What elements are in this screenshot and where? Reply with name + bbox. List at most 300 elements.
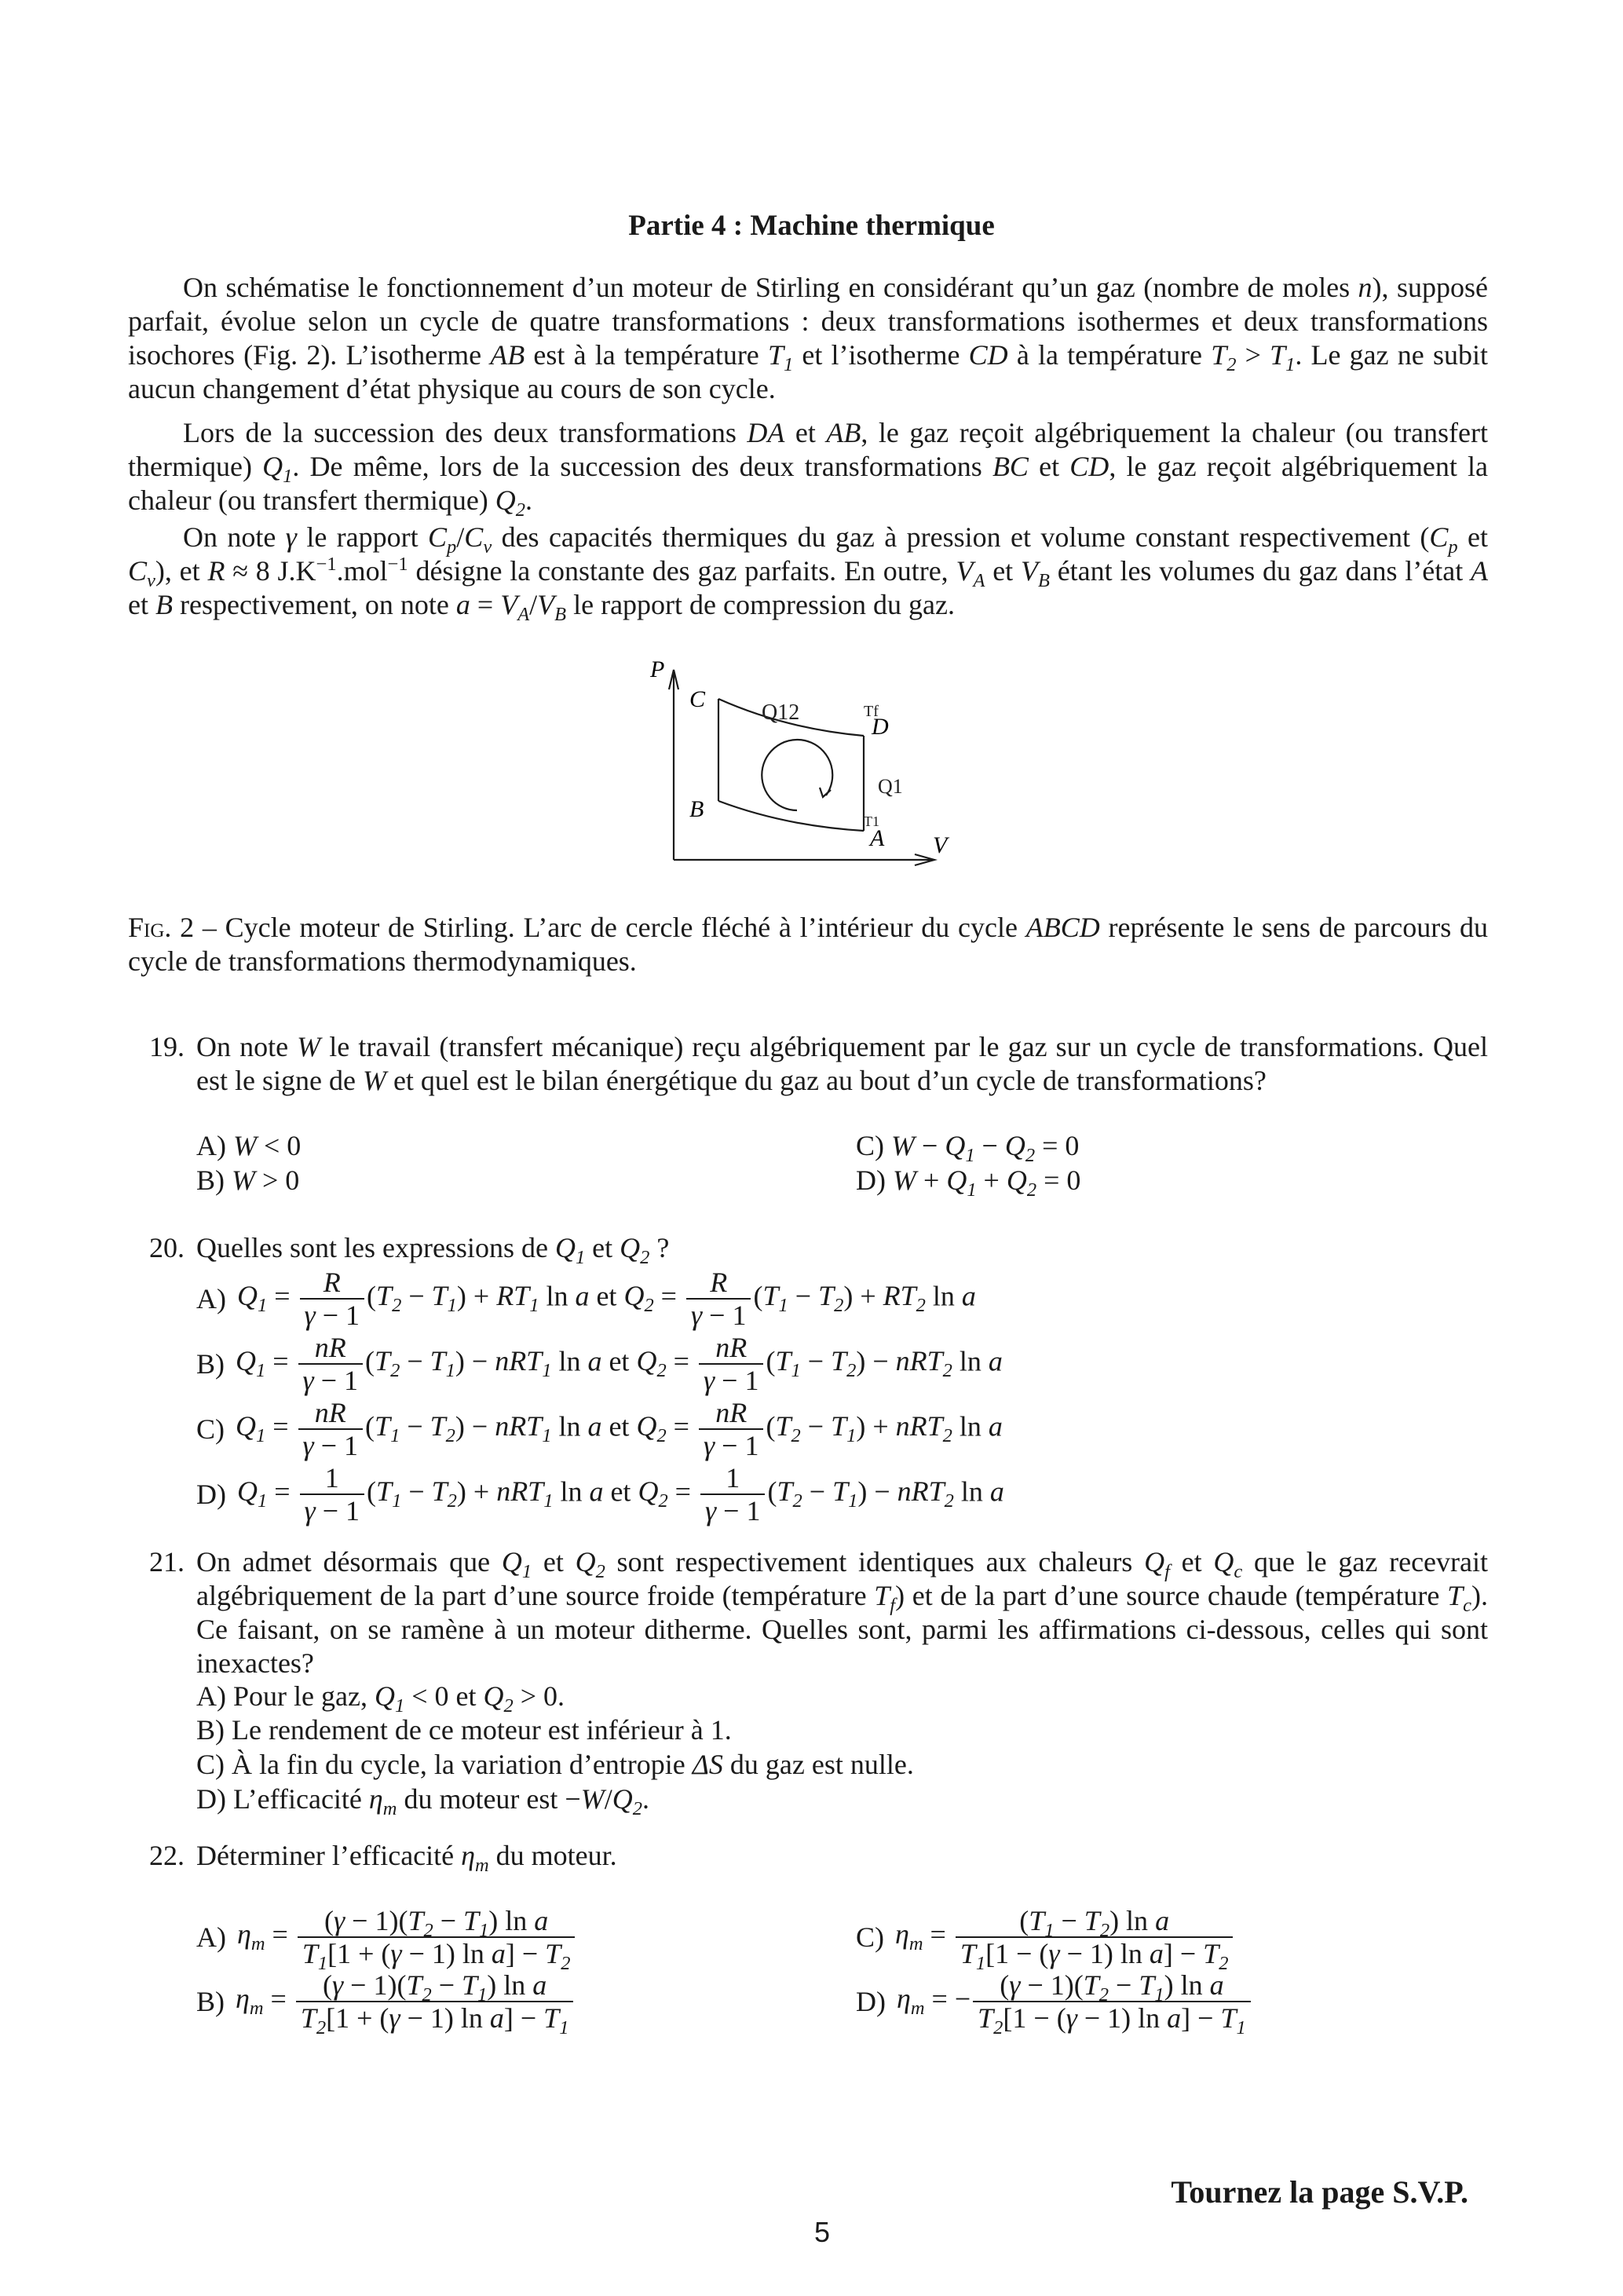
subscript: v <box>483 536 492 558</box>
option-expression <box>893 1164 1081 1201</box>
fraction-denominator <box>298 1365 364 1396</box>
symbol: γ <box>703 1365 715 1396</box>
symbol: T <box>978 2002 994 2034</box>
text-run: ln <box>539 1280 576 1312</box>
symbol: nR <box>715 1397 748 1428</box>
intro-paragraph-3 <box>128 521 1489 626</box>
subscript: 2 <box>390 1360 400 1382</box>
math-symbol <box>534 1905 548 1936</box>
math-symbol <box>324 1267 341 1298</box>
math-symbol <box>956 555 985 592</box>
subscript: 1 <box>791 1360 801 1382</box>
text-run: et <box>585 1232 620 1263</box>
symbol: a <box>988 1345 1003 1377</box>
subscript: m <box>249 1998 264 2020</box>
math-symbol <box>747 417 784 448</box>
symbol: T <box>431 1475 448 1508</box>
symbol: T <box>375 1345 391 1377</box>
text-run: et <box>589 1280 624 1312</box>
q21-option-a[interactable] <box>196 1680 565 1717</box>
text-run: − 1 <box>715 1365 759 1396</box>
math-symbol <box>1210 1969 1224 2001</box>
text-run: / <box>529 589 538 620</box>
text-run: − <box>800 1345 832 1377</box>
subscript: 2 <box>1026 1179 1037 1201</box>
text-run: et <box>1028 451 1070 482</box>
text-run: − 1 <box>715 1430 759 1461</box>
text-run: = <box>263 1983 294 2015</box>
fraction-denominator <box>296 2002 574 2039</box>
q21-option-b[interactable] <box>196 1713 732 1747</box>
math-symbol <box>500 589 530 626</box>
subscript: 1 <box>1236 2017 1246 2039</box>
math-symbol <box>874 1580 896 1617</box>
math-symbol <box>286 521 297 553</box>
text-run: et <box>532 1546 576 1578</box>
symbol: AB <box>826 417 861 448</box>
cycle-direction-arrow <box>762 740 832 810</box>
math-symbol <box>1213 1546 1243 1583</box>
math-symbol <box>1203 1938 1229 1975</box>
symbol: γ <box>703 1430 715 1461</box>
text-run: = <box>265 1345 296 1377</box>
text-run: À la fin du cycle, la variation d’entropie <box>225 1749 693 1780</box>
text-run: = <box>267 1280 298 1312</box>
option-label: C) <box>856 1921 884 1953</box>
symbol: η <box>461 1840 475 1871</box>
symbol: γ <box>389 2002 400 2034</box>
subscript: m <box>910 1998 925 2020</box>
math-symbol <box>368 1783 397 1820</box>
symbol: T <box>831 1345 847 1377</box>
math-symbol <box>1471 555 1488 587</box>
option-label: D) <box>196 1783 226 1815</box>
math-symbol <box>406 1969 432 2006</box>
fraction-numerator <box>300 1462 365 1495</box>
symbol: a <box>534 1905 549 1936</box>
math-symbol <box>501 1546 532 1583</box>
symbol: T <box>406 1969 422 2001</box>
text-run: ( <box>367 1280 377 1312</box>
text-run: ( <box>766 1345 776 1377</box>
symbol: T <box>960 1938 976 1969</box>
math-symbol <box>831 1345 857 1382</box>
point-b-label: B <box>689 796 704 822</box>
text-run: > <box>1236 339 1270 371</box>
symbol: W <box>580 1783 605 1815</box>
text-run: ( <box>1019 1905 1029 1936</box>
symbol: nRT <box>495 1410 543 1442</box>
text-run: = <box>923 1918 953 1951</box>
symbol: a <box>1209 1969 1224 2001</box>
symbol: η <box>368 1783 383 1815</box>
symbol: W <box>362 1065 386 1096</box>
subscript: m <box>250 1933 265 1955</box>
text-run: ] − <box>1181 2002 1221 2034</box>
option-expression <box>237 1267 976 1331</box>
math-symbol <box>388 555 408 587</box>
subscript: 1 <box>256 1425 266 1447</box>
text-run: On schématise le fonctionnement d’un moteur de Stirling en considérant qu’un gaz (nombre de moles <box>183 272 1358 303</box>
symbol: T <box>818 1280 835 1312</box>
fraction-denominator <box>686 1300 751 1331</box>
q22-option-a[interactable] <box>196 1903 577 1975</box>
fraction-numerator <box>686 1267 751 1300</box>
subscript: 1 <box>256 1360 266 1382</box>
text-run: = <box>265 1918 295 1951</box>
symbol: T <box>1203 1938 1219 1969</box>
subscript: 1 <box>258 1490 268 1512</box>
subscript: 2 <box>834 1295 844 1317</box>
text-run: ) et de la part d’une source chaude (température <box>895 1580 1448 1611</box>
math-symbol <box>390 1938 401 1969</box>
option-expression <box>233 1130 301 1161</box>
option-label: D) <box>856 1986 886 2017</box>
text-run: ( <box>367 1475 377 1508</box>
text-run: − 1 <box>702 1300 747 1331</box>
symbol: W <box>891 1130 915 1161</box>
subscript: 2 <box>1219 1953 1229 1975</box>
math-symbol <box>408 1905 433 1942</box>
subscript: 1 <box>967 1179 977 1201</box>
fraction-denominator <box>699 1365 764 1396</box>
q20-option-a[interactable] <box>196 1265 976 1333</box>
math-symbol <box>897 1983 925 2020</box>
symbol: Q <box>636 1410 657 1442</box>
fraction-numerator <box>956 1905 1234 1942</box>
math-symbol <box>483 1680 514 1717</box>
text-run: On admet désormais que <box>196 1546 502 1578</box>
point-a-label: A <box>870 825 885 851</box>
math-symbol <box>581 1783 605 1815</box>
fraction-numerator <box>298 1905 576 1942</box>
symbol: Q <box>612 1783 633 1815</box>
symbol: T <box>431 1280 448 1312</box>
text-run: < 0 <box>257 1130 302 1161</box>
option-label: C) <box>856 1130 884 1161</box>
math-symbol <box>1020 555 1050 592</box>
math-symbol <box>464 521 492 558</box>
symbol: Q <box>620 1232 641 1263</box>
q20-option-d[interactable] <box>196 1461 1004 1528</box>
math-symbol <box>1084 1905 1110 1942</box>
symbol: Q <box>1006 1164 1027 1196</box>
symbol: Q <box>945 1130 966 1161</box>
subscript: B <box>1037 570 1050 592</box>
text-run: et <box>601 1410 637 1442</box>
option-label: C) <box>196 1413 225 1445</box>
symbol: T <box>777 1475 793 1508</box>
q19-option-b[interactable] <box>196 1164 299 1197</box>
math-symbol <box>236 1983 264 2020</box>
math-symbol <box>883 1280 926 1317</box>
text-run: Déterminer l’efficacité <box>196 1840 462 1871</box>
v-axis <box>674 854 934 865</box>
math-symbol <box>990 1475 1004 1507</box>
text-run: = <box>666 1345 696 1377</box>
math-symbol <box>302 1938 328 1975</box>
symbol: a <box>1149 1938 1164 1969</box>
q22-option-c[interactable] <box>856 1903 1235 1975</box>
subscript: 1 <box>542 1425 552 1447</box>
option-expression <box>891 1130 1080 1167</box>
fraction <box>296 1969 574 2039</box>
symbol: B <box>155 589 173 620</box>
math-symbol <box>297 1031 320 1062</box>
symbol: γ <box>302 1365 314 1396</box>
subscript: 1 <box>392 1490 402 1512</box>
subscript: m <box>382 1798 397 1820</box>
math-symbol <box>495 1410 552 1447</box>
fraction-numerator <box>699 1332 764 1365</box>
symbol: C <box>464 521 484 553</box>
q22-option-b[interactable] <box>196 1968 576 2039</box>
option-expression <box>225 1749 914 1780</box>
subscript: 1 <box>521 1561 532 1583</box>
symbol: a <box>587 1345 602 1377</box>
text-run: − 1) ln <box>1059 1938 1150 1969</box>
q19-option-c[interactable] <box>856 1129 1080 1167</box>
text-run: est à la température <box>525 339 768 371</box>
option-expression <box>226 1680 565 1717</box>
subscript: 1 <box>559 2017 569 2039</box>
q21-option-d[interactable] <box>196 1782 649 1820</box>
subscript: 1 <box>778 1295 788 1317</box>
subscript: 2 <box>944 1490 954 1512</box>
intro-paragraph-2 <box>128 416 1488 521</box>
text-run: ( <box>324 1905 334 1936</box>
option-label: A) <box>196 1283 226 1314</box>
subscript: 1 <box>846 1425 857 1447</box>
text-run: à la température <box>1007 339 1212 371</box>
math-symbol <box>430 1345 455 1382</box>
symbol: γ <box>1066 2002 1077 2034</box>
subscript: 2 <box>447 1490 457 1512</box>
math-symbol <box>1009 1969 1020 2001</box>
symbol: Q <box>262 451 283 482</box>
text-run: On note <box>183 521 286 553</box>
symbol: nR <box>314 1397 346 1428</box>
isotherm-ba <box>718 801 864 831</box>
fraction-numerator <box>300 1267 365 1300</box>
text-run: − 1 <box>313 1365 359 1396</box>
math-symbol <box>775 1410 801 1447</box>
subscript: 2 <box>423 1920 433 1942</box>
text-run: − <box>974 1130 1005 1161</box>
symbol: η <box>897 1983 911 2015</box>
text-run: [1 + ( <box>326 2002 389 2034</box>
math-symbol <box>376 1280 402 1317</box>
math-symbol <box>1167 2002 1181 2034</box>
subscript: 1 <box>965 1145 975 1167</box>
symbol: T <box>302 1938 318 1969</box>
option-label: A) <box>196 1921 226 1953</box>
symbol: T <box>300 2002 316 2034</box>
text-run: ] − <box>505 1938 546 1969</box>
text-run: désigne la constante des gaz parfaits. En outre, <box>408 555 956 587</box>
math-symbol <box>236 1345 266 1382</box>
math-symbol <box>831 1410 857 1447</box>
text-run: − 1)( <box>1020 1969 1084 2001</box>
symbol: nR <box>314 1332 346 1363</box>
math-symbol <box>431 1475 457 1512</box>
math-symbol <box>303 1430 314 1461</box>
text-run: > 0 <box>255 1164 300 1196</box>
symbol: Q <box>1144 1546 1165 1578</box>
text-run: − <box>433 1905 464 1936</box>
text-run: ln <box>952 1410 989 1442</box>
text-run: le travail (transfert mécanique) reçu algébriquement par le gaz sur un cycle de transformations. Quel est le signe de <box>196 1031 1488 1096</box>
math-symbol <box>492 1938 506 1969</box>
symbol: a <box>532 1969 547 2001</box>
q19-option-d[interactable] <box>856 1164 1081 1201</box>
option-expression <box>236 1332 1003 1396</box>
subscript: f <box>890 1595 896 1617</box>
text-run: < 0 et <box>404 1680 484 1712</box>
text-run: = <box>470 589 501 620</box>
symbol: a <box>589 1475 604 1508</box>
caption-text <box>128 912 1488 977</box>
subscript: 2 <box>644 1295 654 1317</box>
text-run: étant les volumes du gaz dans l’état <box>1049 555 1471 587</box>
math-symbol <box>1429 521 1458 558</box>
math-symbol <box>818 1280 844 1317</box>
text-run: et l’isotherme <box>793 339 969 371</box>
math-symbol <box>1029 1905 1055 1942</box>
text-run: ln <box>551 1345 588 1377</box>
question-22-number: 22. <box>149 1840 185 1871</box>
math-symbol <box>1083 1969 1109 2006</box>
text-run: représente le sens de parcours du cycle de transformations thermodynamiques. <box>128 912 1488 977</box>
question-22-text <box>196 1839 1488 1877</box>
symbol: a <box>961 1280 976 1312</box>
symbol: γ <box>1009 1969 1021 2001</box>
math-symbol <box>960 1938 986 1975</box>
symbol: ΔS <box>692 1749 723 1780</box>
math-symbol <box>490 339 525 371</box>
subscript: m <box>908 1933 923 1955</box>
text-run: ) − <box>857 1475 897 1508</box>
fraction-denominator <box>699 1430 764 1461</box>
symbol: Q <box>636 1345 657 1377</box>
text-run: ln <box>925 1280 962 1312</box>
symbol: T <box>1083 1969 1099 2001</box>
symbol: Q <box>237 1280 258 1312</box>
symbol: W <box>297 1031 321 1062</box>
subscript: 1 <box>479 1920 489 1942</box>
text-run: ) − <box>455 1345 495 1377</box>
text-run: ( <box>767 1475 777 1508</box>
math-symbol <box>636 1345 667 1382</box>
fraction-numerator <box>298 1332 364 1365</box>
section-title: Partie 4 : Machine thermique <box>628 210 995 242</box>
text-run: L’efficacité <box>226 1783 369 1815</box>
math-symbol <box>461 1840 489 1877</box>
p-axis-label: P <box>650 656 665 682</box>
math-symbol <box>376 1475 402 1512</box>
q21-option-c[interactable] <box>196 1748 914 1782</box>
math-symbol <box>1006 1164 1037 1201</box>
text-run: et <box>603 1475 638 1508</box>
text-run: ln <box>551 1410 588 1442</box>
math-symbol <box>463 1905 489 1942</box>
text-run: . De même, lors de la succession des deux transformations <box>292 451 992 482</box>
symbol: T <box>1447 1580 1464 1611</box>
q22-option-d[interactable] <box>856 1968 1253 2039</box>
text-run: ), supposé parfait, évolue selon un cycle de quatre transformations : deux transformations isothermes et deux transformations isochores (Fig. 2). L’isotherme <box>128 272 1488 371</box>
superscript: −1 <box>387 554 408 575</box>
math-symbol <box>1144 1546 1170 1583</box>
handwritten-q12: Q12 <box>762 700 800 725</box>
text-run: ) − <box>856 1345 896 1377</box>
text-run: − 1) ln <box>400 2002 490 2034</box>
q20-option-c[interactable] <box>196 1395 1003 1463</box>
symbol: W <box>233 1130 257 1161</box>
subscript: 1 <box>975 1953 986 1975</box>
math-symbol <box>762 1280 788 1317</box>
text-run: − 1 <box>315 1495 360 1526</box>
subscript: 1 <box>783 354 794 376</box>
text-run: = 0 <box>1036 1164 1081 1196</box>
symbol: a <box>989 1475 1004 1508</box>
math-symbol <box>587 1410 601 1442</box>
math-symbol <box>691 1300 702 1331</box>
text-run: ) + <box>456 1475 497 1508</box>
text-run: et <box>128 589 155 620</box>
math-symbol <box>430 1410 455 1447</box>
math-symbol <box>978 2002 1003 2039</box>
symbol: T <box>775 1410 791 1442</box>
math-symbol <box>612 1783 642 1820</box>
text-run: du gaz est nulle. <box>722 1749 914 1780</box>
math-symbol <box>363 1065 386 1096</box>
subscript: 2 <box>656 1360 667 1382</box>
text-run: ( <box>753 1280 763 1312</box>
q20-option-b[interactable] <box>196 1330 1003 1398</box>
text-run: ) + <box>843 1280 883 1312</box>
symbol: Q <box>623 1280 645 1312</box>
handwritten-q1: Q1 <box>878 775 903 798</box>
symbol: Q <box>483 1680 504 1712</box>
figure-caption <box>128 911 1488 978</box>
symbol: Q <box>1004 1130 1025 1161</box>
math-symbol <box>704 1365 715 1396</box>
symbol: γ <box>304 1495 316 1526</box>
symbol: Q <box>575 1546 596 1578</box>
text-run: ] − <box>1163 1938 1204 1969</box>
math-symbol <box>532 1969 546 2001</box>
math-symbol <box>262 451 293 488</box>
symbol: a <box>988 1410 1003 1442</box>
text-run: Cycle moteur de Stirling. L’arc de cercle fléché à l’intérieur du cycle <box>225 912 1026 943</box>
text-run: le rapport <box>296 521 429 553</box>
math-symbol <box>236 1410 266 1447</box>
math-symbol <box>428 521 457 558</box>
question-20-text <box>196 1231 1488 1269</box>
text-run: − 1 <box>315 1300 360 1331</box>
math-symbol <box>543 2002 569 2039</box>
subscript: 1 <box>258 1295 268 1317</box>
text-run: = 0 <box>1035 1130 1080 1161</box>
symbol: a <box>489 2002 504 2034</box>
q19-option-a[interactable] <box>196 1129 301 1163</box>
subscript: p <box>447 536 457 558</box>
subscript: 2 <box>595 1561 605 1583</box>
symbol: η <box>236 1983 250 2015</box>
text-run: On note <box>196 1031 298 1062</box>
subscript: 2 <box>632 1798 642 1820</box>
symbol: RT <box>883 1280 916 1312</box>
